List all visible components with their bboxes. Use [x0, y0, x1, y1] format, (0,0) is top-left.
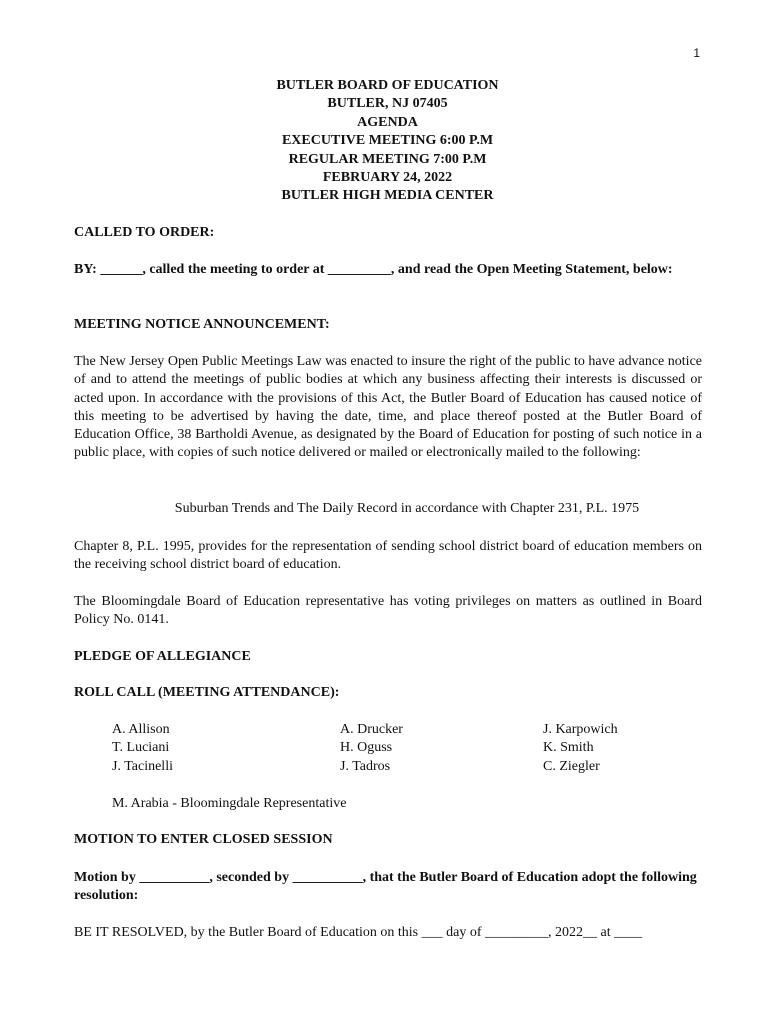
meeting-notice-heading: MEETING NOTICE ANNOUNCEMENT:	[74, 317, 330, 332]
bloomingdale-paragraph: The Bloomingdale Board of Education representative has voting privileges on matters as outlined in Board Policy No. 0141.	[74, 594, 702, 628]
bloomingdale-representative: M. Arabia - Bloomingdale Representative	[112, 796, 347, 811]
newspapers-line: Suburban Trends and The Daily Record in accordance with Chapter 231, P.L. 1975	[174, 501, 640, 516]
member-name: A. Drucker	[340, 722, 403, 737]
header-location: BUTLER, NJ 07405	[327, 96, 448, 112]
pledge-heading: PLEDGE OF ALLEGIANCE	[74, 649, 251, 664]
chapter-paragraph: Chapter 8, P.L. 1995, provides for the representation of sending school district board of education members on the receiving school district board of education.	[74, 539, 702, 573]
roll-call-column-3	[543, 721, 618, 776]
member-name: J. Karpowich	[543, 722, 618, 737]
document-header	[0, 77, 770, 206]
header-executive-meeting: EXECUTIVE MEETING 6:00 P.M	[281, 133, 494, 149]
page-number: 1	[693, 46, 700, 60]
header-date: FEBRUARY 24, 2022	[322, 170, 453, 186]
header-venue: BUTLER HIGH MEDIA CENTER	[281, 188, 494, 204]
motion-paragraph: Motion by __________, seconded by __________, that the Butler Board of Education adopt the following resolution:	[74, 870, 697, 904]
header-board-name: BUTLER BOARD OF EDUCATION	[276, 78, 499, 93]
closed-session-heading: MOTION TO ENTER CLOSED SESSION	[74, 832, 333, 847]
roll-call-heading: ROLL CALL (MEETING ATTENDANCE):	[74, 685, 340, 700]
member-name: C. Ziegler	[543, 758, 600, 774]
resolved-line: BE IT RESOLVED, by the Butler Board of Education on this ___ day of _________, 2022__ at ____	[74, 925, 643, 940]
header-regular-meeting: REGULAR MEETING 7:00 P.M	[288, 151, 487, 167]
roll-call-column-1	[112, 721, 173, 776]
meeting-notice-paragraph: The New Jersey Open Public Meetings Law was enacted to insure the right of the public to have advance notice of and to attend the meetings of public bodies at which any business affecting their interests is discussed or acted upon. In accordance with the provisions of this Act, the Butler Board of Education has caused notice of this meeting to be advertised by having the date, time, and place thereof posted at the Butler Board of Education Office, 38 Bartholdi Avenue, as designated by the Board of Education for posting of such notice in a public place, with copies of such notice delivered or mailed or electronically mailed to the following:	[74, 354, 702, 461]
member-name: H. Oguss	[340, 740, 393, 756]
by-line: BY: ______, called the meeting to order at _________, and read the Open Meeting Statement, below:	[74, 262, 673, 277]
called-to-order-heading: CALLED TO ORDER:	[74, 225, 215, 240]
member-name: J. Tacinelli	[112, 758, 173, 774]
member-name: J. Tadros	[340, 758, 391, 774]
member-name: K. Smith	[543, 740, 594, 756]
member-name: T. Luciani	[112, 740, 170, 756]
roll-call-column-2	[340, 721, 403, 776]
header-agenda: AGENDA	[357, 114, 418, 130]
member-name: A. Allison	[112, 722, 170, 737]
